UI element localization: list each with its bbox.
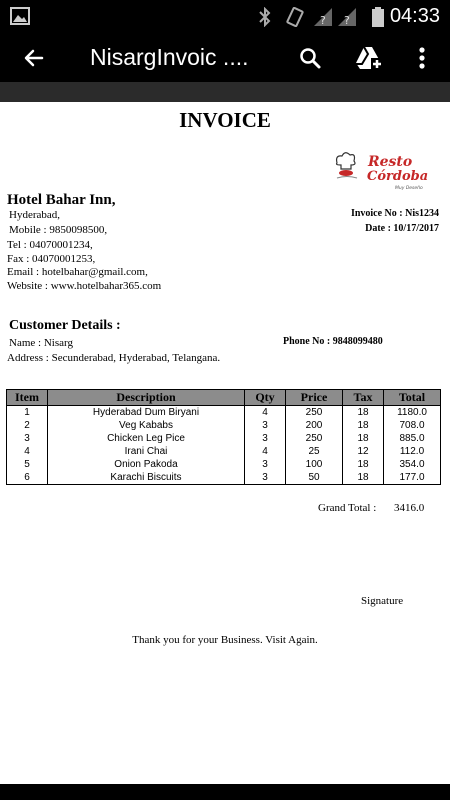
cell-qty: 3	[245, 432, 286, 445]
hotel-email: Email : hotelbahar@gmail.com,	[7, 266, 148, 278]
app-bar	[0, 34, 450, 82]
svg-text:?: ?	[320, 14, 326, 27]
vibrate-icon	[284, 7, 306, 32]
cell-total: 354.0	[384, 458, 441, 471]
cell-total: 885.0	[384, 432, 441, 445]
hotel-website: Website : www.hotelbahar365.com	[7, 280, 162, 292]
table-row	[7, 432, 441, 445]
toolbar-shadow-strip	[0, 82, 450, 102]
table-row	[7, 471, 441, 485]
hotel-city: Hyderabad,	[9, 209, 61, 221]
search-icon[interactable]	[294, 42, 326, 74]
clock: 04:33	[389, 5, 440, 27]
cell-item: 4	[7, 445, 48, 458]
hotel-tel: Tel : 04070001234,	[7, 239, 93, 251]
more-vert-icon[interactable]	[406, 42, 438, 74]
column-header-item: Item	[7, 390, 48, 406]
cell-price: 250	[286, 406, 343, 420]
hotel-fax: Fax : 04070001253,	[7, 253, 96, 265]
bluetooth-icon	[258, 7, 272, 32]
cell-price: 200	[286, 419, 343, 432]
cell-price: 250	[286, 432, 343, 445]
back-arrow-icon[interactable]	[18, 42, 50, 74]
cell-price: 25	[286, 445, 343, 458]
signal-icon	[312, 7, 360, 32]
invoice-date: Date : 10/17/2017	[365, 223, 439, 234]
cell-item: 1	[7, 406, 48, 420]
customer-phone: Phone No : 9848099480	[283, 336, 383, 347]
invoice-heading: INVOICE	[179, 108, 271, 132]
cell-description: Karachi Biscuits	[48, 471, 245, 485]
customer-name: Name : Nisarg	[9, 337, 73, 349]
cell-description: Onion Pakoda	[48, 458, 245, 471]
cell-tax: 18	[343, 458, 384, 471]
column-header-price: Price	[286, 390, 343, 406]
table-header-row	[7, 390, 441, 406]
cell-item: 5	[7, 458, 48, 471]
cell-item: 3	[7, 432, 48, 445]
hotel-name: Hotel Bahar Inn,	[7, 192, 116, 208]
svg-text:Muy Deseño: Muy Deseño	[395, 186, 423, 191]
status-bar	[0, 0, 450, 34]
battery-icon	[372, 7, 384, 32]
svg-text:Resto: Resto	[368, 154, 413, 170]
thank-you-message: Thank you for your Business. Visit Again.	[132, 634, 318, 646]
signature-label: Signature	[361, 595, 404, 607]
cell-qty: 3	[245, 419, 286, 432]
cell-description: Hyderabad Dum Biryani	[48, 406, 245, 420]
table-row	[7, 458, 441, 471]
column-header-description: Description	[48, 390, 245, 406]
customer-address: Address : Secunderabad, Hyderabad, Telangana.	[7, 352, 221, 364]
svg-text:?: ?	[344, 14, 350, 27]
table-row	[7, 445, 441, 458]
cell-total: 1180.0	[384, 406, 441, 420]
cell-tax: 18	[343, 432, 384, 445]
cell-total: 708.0	[384, 419, 441, 432]
cell-price: 50	[286, 471, 343, 485]
cell-tax: 18	[343, 419, 384, 432]
cell-price: 100	[286, 458, 343, 471]
cell-qty: 4	[245, 406, 286, 420]
customer-details-heading: Customer Details :	[9, 318, 121, 333]
grand-total-value: 3416.0	[394, 502, 425, 514]
image-icon	[10, 7, 30, 30]
cell-qty: 4	[245, 445, 286, 458]
navigation-bar	[0, 784, 450, 800]
cell-tax: 18	[343, 406, 384, 420]
cell-qty: 3	[245, 471, 286, 485]
cell-tax: 12	[343, 445, 384, 458]
hotel-mobile: Mobile : 9850098500,	[9, 224, 108, 236]
cell-description: Irani Chai	[48, 445, 245, 458]
svg-text:Córdoba: Córdoba	[367, 169, 429, 184]
table-row	[7, 406, 441, 420]
cell-tax: 18	[343, 471, 384, 485]
column-header-total: Total	[384, 390, 441, 406]
drive-add-icon[interactable]	[353, 42, 385, 74]
cell-item: 2	[7, 419, 48, 432]
cell-item: 6	[7, 471, 48, 485]
items-table	[6, 389, 441, 485]
cell-description: Chicken Leg Pice	[48, 432, 245, 445]
table-row	[7, 419, 441, 432]
restaurant-logo	[333, 149, 439, 191]
grand-total-label: Grand Total :	[318, 502, 377, 514]
invoice-number: Invoice No : Nis1234	[350, 208, 439, 219]
column-header-qty: Qty	[245, 390, 286, 406]
app-title: NisargInvoic ....	[90, 44, 249, 70]
cell-total: 177.0	[384, 471, 441, 485]
cell-total: 112.0	[384, 445, 441, 458]
cell-description: Veg Kababs	[48, 419, 245, 432]
column-header-tax: Tax	[343, 390, 384, 406]
cell-qty: 3	[245, 458, 286, 471]
invoice-document[interactable]	[0, 102, 450, 784]
